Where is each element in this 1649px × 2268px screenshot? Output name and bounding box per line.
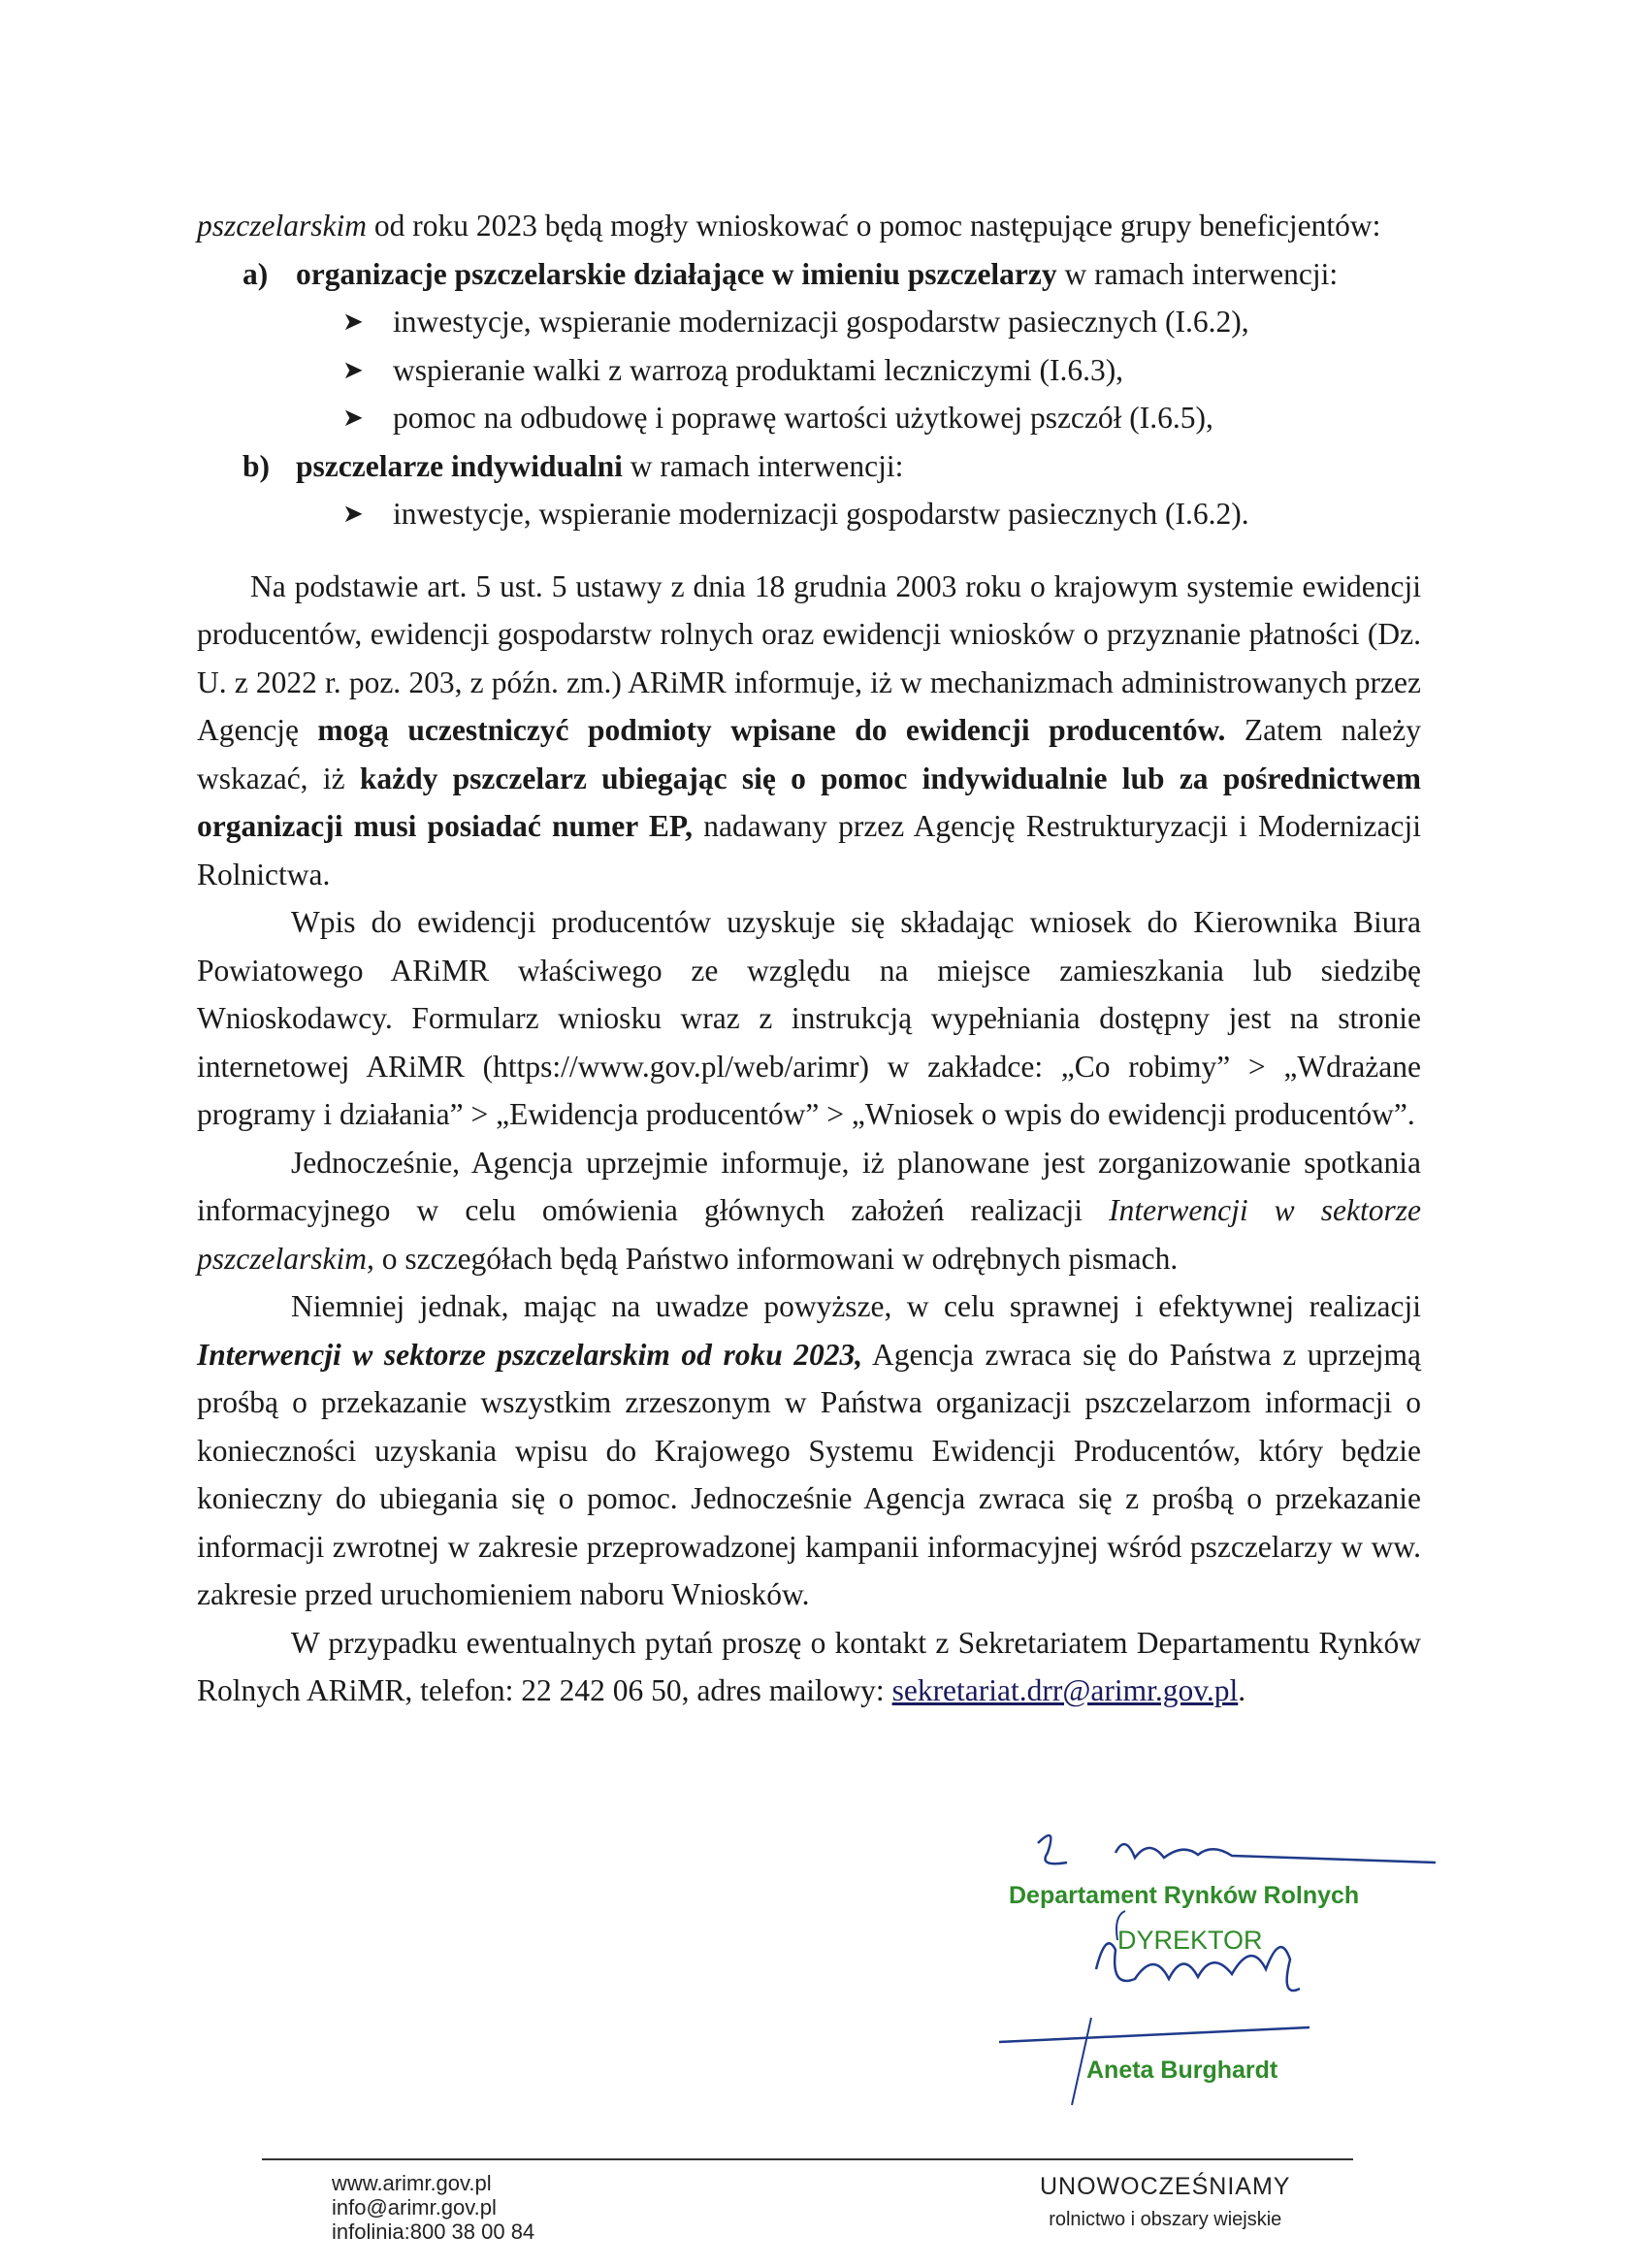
arrow-bullet-icon: ➤ — [342, 500, 364, 528]
p4-bold-italic: Interwencji w sektorze pszczelarskim od roku 2023, — [197, 1337, 863, 1372]
group-a-item-text: wspieranie walki z warrozą produktami leczniczymi (I.6.3), — [393, 352, 1124, 387]
arrow-bullet-icon: ➤ — [342, 355, 364, 384]
p1-text-3: nadawany przez Agencję Restrukturyzacji i Modernizacji Rolnictwa. — [197, 809, 1421, 891]
group-b-bold: pszczelarze indywidualni — [296, 448, 623, 483]
group-b-rest: w ramach interwencji: — [622, 448, 904, 483]
footer-tagline: rolnictwo i obszary wiejskie — [1049, 2209, 1282, 2230]
group-a — [242, 250, 1421, 299]
letter-body — [197, 202, 1421, 1715]
group-a-letter: a) — [242, 256, 269, 291]
footer-email[interactable]: info@arimr.gov.pl — [332, 2195, 497, 2219]
arrow-bullet-icon: ➤ — [342, 308, 364, 336]
p3-text-2: o szczegółach będą Państwo informowani w odrębnych pismach. — [373, 1241, 1179, 1276]
footer-divider — [262, 2158, 1353, 2160]
p5-text: W przypadku ewentualnych pytań proszę o kontakt z Sekretariatem Departamentu Rynków Rolnych ARiMR, telefon: 22 242 06 50, adres mailowy: — [197, 1625, 1421, 1707]
footer-slogan: UNOWOCZEŚNIAMY — [1040, 2173, 1291, 2200]
stamp-title: DYREKTOR — [1117, 1926, 1263, 1955]
paragraph-meeting — [197, 1139, 1421, 1283]
group-a-item — [342, 298, 1421, 346]
stamp-name: Aneta Burghardt — [1086, 2057, 1278, 2084]
group-a-bold: organizacje pszczelarskie działające w imieniu pszczelarzy — [296, 256, 1057, 291]
contact-email-link[interactable]: sekretariat.drr@arimr.gov.pl — [891, 1673, 1239, 1707]
group-a-item-text: pomoc na odbudowę i poprawę wartości użytkowej pszczół (I.6.5), — [393, 401, 1213, 435]
paragraph-contact — [197, 1619, 1421, 1715]
p4-text: Niemniej jednak, mając na uwadze powyższe, w celu sprawnej i efektywnej realizacji — [291, 1289, 1421, 1323]
group-a-item — [342, 346, 1421, 395]
group-a-item — [342, 394, 1421, 442]
p3-text: Jednocześnie, Agencja uprzejmie informuje, iż planowane jest zorganizowanie spotkania informacyjnego w celu omówienia głównych założeń realizacji — [197, 1145, 1421, 1227]
intro-text: od roku 2023 będą mogły wnioskować o pomoc następujące grupy beneficjentów: — [367, 209, 1381, 243]
intro-paragraph — [197, 202, 1421, 250]
footer-contacts — [332, 2171, 534, 2244]
p5-text-2: . — [1238, 1673, 1246, 1707]
p1-bold-1: mogą uczestniczyć podmioty wpisane do ewidencji producentów. — [317, 713, 1226, 747]
p1-text: Na podstawie art. 5 ust. 5 ustawy z dnia 18 grudnia 2003 roku o krajowym systemie ewidencji producentów, ewidencji gospodarstw rolnych oraz ewidencji wniosków o przyznanie płatności (Dz. U. z 2022 r. poz. 203, z późn. zm.) ARiMR informuje, iż w mechanizmach administrowanych przez Agencję — [197, 568, 1421, 747]
group-b-item — [342, 490, 1421, 538]
paragraph-request — [197, 1282, 1421, 1619]
paragraph-ep-number — [197, 563, 1421, 899]
footer-phone: infolinia:800 38 00 84 — [332, 2219, 535, 2244]
p3-italic: Interwencji w sektorze pszczelarskim, — [197, 1193, 1421, 1276]
p1-text-2: Zatem należy wskazać, iż — [197, 713, 1422, 795]
p4-text-2: Agencja zwraca się do Państwa z uprzejmą prośbą o przekazanie wszystkim zrzeszonym w Państwa organizacji pszczelarzom informacji o konieczności uzyskania wpisu do Krajowego Systemu Ewidencji Producentów, który będzie konieczny do ubiegania się o pomoc. Jednocześnie Agencja zwraca się z prośbą o przekazanie informacji zwrotnej w zakresie przeprowadzonej kampanii informacyjnej wśród pszczelarzy w ww. zakresie przed uruchomieniem naboru Wniosków. — [197, 1337, 1421, 1611]
p1-bold-2: każdy pszczelarz ubiegając się o pomoc indywidualnie lub za pośrednictwem organizacji musi posiadać numer EP, — [197, 761, 1421, 843]
footer-web[interactable]: www.arimr.gov.pl — [332, 2171, 492, 2195]
group-a-rest: w ramach interwencji: — [1056, 256, 1339, 291]
group-a-item-text: inwestycje, wspieranie modernizacji gospodarstw pasiecznych (I.6.2), — [393, 305, 1249, 339]
intro-italic: pszczelarskim — [197, 209, 367, 243]
stamp-department: Departament Rynków Rolnych — [1009, 1882, 1360, 1909]
signature-stamp — [989, 1824, 1455, 2115]
group-b-letter: b) — [242, 448, 271, 483]
group-b-item-text: inwestycje, wspieranie modernizacji gospodarstw pasiecznych (I.6.2). — [393, 497, 1249, 531]
paragraph-registration: Wpis do ewidencji producentów uzyskuje się składając wniosek do Kierownika Biura Powiatowego ARiMR właściwego ze względu na miejsce zamieszkania lub siedzibę Wnioskodawcy. Formularz wniosku wraz z instrukcją wypełniania dostępny jest na stronie internetowej ARiMR (https://www.gov.pl/web/arimr) w zakładce: „Co robimy” > „Wdrażane programy i działania” > „Ewidencja producentów” > „Wniosek o wpis do ewidencji producentów”. — [197, 905, 1421, 1131]
footer-slogan-block — [1040, 2173, 1290, 2231]
group-b — [242, 442, 1421, 491]
arrow-bullet-icon: ➤ — [342, 404, 364, 432]
